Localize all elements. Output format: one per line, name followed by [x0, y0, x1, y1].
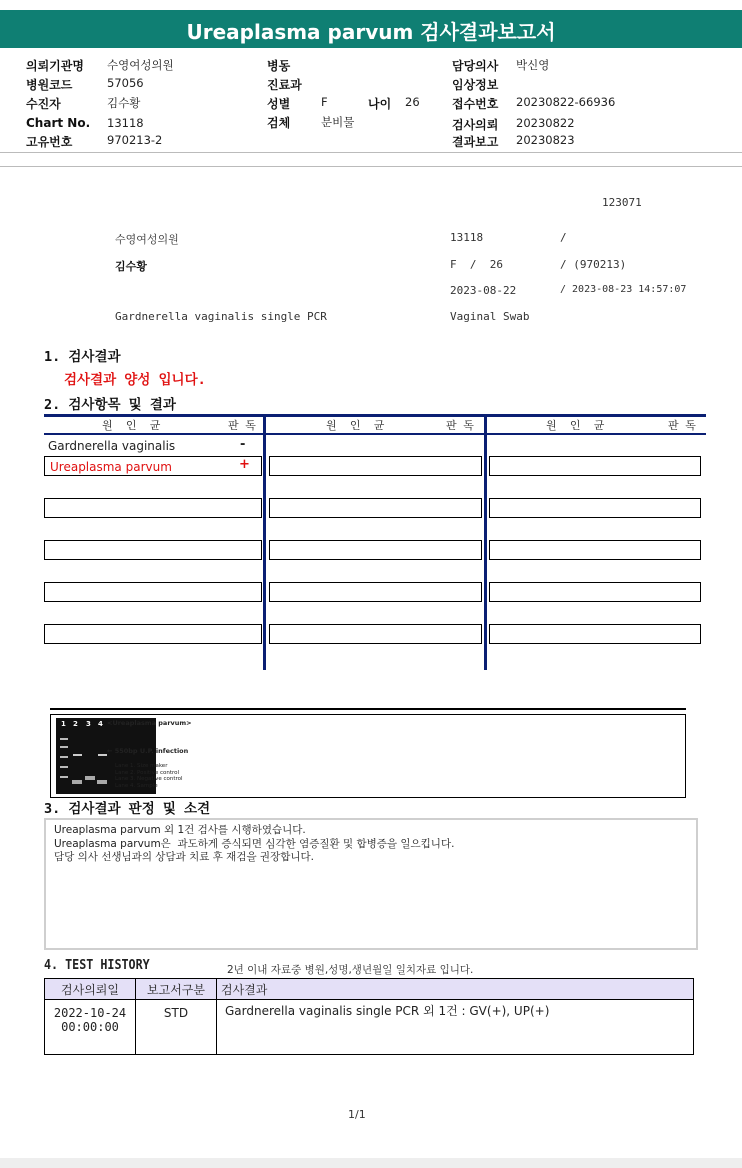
department-label: 진료과: [267, 78, 302, 92]
doctor-value: 박신영: [516, 58, 550, 72]
unique-no-label: 고유번호: [26, 135, 73, 149]
history-date-cell: [45, 1000, 136, 1055]
detail-date2: / 2023-08-23 14:57:07: [560, 284, 687, 295]
empty-result-cell: [489, 582, 701, 602]
history-result: Gardnerella vaginalis single PCR 외 1건 : GV(+), UP(+): [217, 1000, 694, 1055]
detail-name: 김수황: [115, 260, 147, 273]
gel-band: [73, 754, 82, 756]
request-date-label: 검사의뢰: [452, 118, 499, 132]
detail-slash: /: [560, 231, 567, 244]
unique-no-value: 970213-2: [107, 133, 163, 147]
gel-lane-label: 4: [98, 720, 103, 728]
opinion-line: Ureaplasma parvum은 과도하게 증식되면 심각한 염증질환 및 합병증을 일으킵니다.: [54, 837, 455, 850]
gel-band: [98, 754, 107, 756]
gel-panel: [50, 714, 686, 798]
specimen-value: 분비물: [321, 115, 355, 129]
gel-top-rule: [50, 708, 686, 710]
opinion-line: Ureaplasma parvum 외 1건 검사를 시행하였습니다.: [54, 824, 306, 836]
referring-clinic-value: 수영여성의원: [107, 58, 174, 72]
clinical-info-label: 임상정보: [452, 78, 499, 92]
request-date-value: 20230822: [516, 116, 575, 130]
gel-lane-label: 2: [73, 720, 78, 728]
history-col-result: 검사결과: [217, 979, 694, 1000]
empty-result-cell: [489, 624, 701, 644]
gel-title: <Ureaplasma parvum>: [107, 719, 192, 727]
empty-result-cell: [269, 582, 482, 602]
history-header-row: [45, 979, 694, 1000]
header-divider-top: [0, 152, 742, 153]
col-result-2: 판 독: [446, 419, 474, 432]
patient-value: 김수황: [107, 96, 141, 110]
ward-label: 병동: [267, 59, 291, 73]
gel-legend-item: Lane 4. Sample: [115, 782, 158, 789]
result-row-result: +: [239, 457, 250, 472]
detail-chart: 13118: [450, 231, 484, 244]
gel-legend-item: Lane 2. Positive control: [115, 769, 180, 776]
page-footer-band: [0, 1158, 742, 1168]
col-result-1: 판 독: [228, 419, 256, 432]
section1-heading: 1. 검사결과: [44, 349, 121, 365]
specimen-label: 검체: [267, 116, 291, 130]
col-pathogen-2: 원 인 균: [326, 419, 385, 432]
detail-sex-age: F / 26: [450, 258, 503, 271]
history-note: 2년 이내 자료중 병원,성명,생년월일 일치자료 입니다.: [227, 964, 474, 976]
age-label: 나이: [368, 97, 392, 111]
gel-legend-item: Lane 3. Negative control: [115, 776, 183, 782]
section2-heading: 2. 검사항목 및 결과: [44, 397, 176, 413]
detail-date1: 2023-08-22: [450, 284, 517, 297]
column-divider-1: [263, 414, 266, 670]
gel-band: [60, 746, 68, 748]
gel-marker-label: ← 550bp U.P. infection: [107, 747, 189, 755]
empty-result-cell: [489, 498, 701, 518]
hospital-code-label: 병원코드: [26, 78, 73, 92]
history-time: 00:00:00: [61, 1020, 119, 1034]
col-result-3: 판 독: [668, 419, 696, 432]
section4-heading: 4. TEST HISTORY: [44, 958, 150, 973]
empty-result-cell: [269, 624, 482, 644]
section3-heading: 3. 검사결과 판정 및 소견: [44, 801, 211, 817]
detail-birth: / (970213): [560, 258, 627, 271]
patient-label: 수진자: [26, 97, 61, 111]
gel-lane-label: 1: [61, 720, 66, 728]
doctor-label: 담당의사: [452, 59, 499, 73]
receipt-no-value: 20230822-66936: [516, 95, 616, 109]
history-table: [44, 978, 694, 1055]
result-row-pathogen: Gardnerella vaginalis: [48, 439, 176, 453]
gel-band: [85, 776, 95, 780]
empty-result-cell: [489, 540, 701, 560]
referring-clinic-label: 의뢰기관명: [26, 59, 84, 73]
table-row: [45, 1000, 694, 1055]
gel-legend: [115, 763, 183, 789]
gel-legend-item: Lane 1. Size maker: [115, 763, 168, 769]
report-date-value: 20230823: [516, 133, 575, 147]
empty-result-cell: [44, 540, 262, 560]
result-row-pathogen: Ureaplasma parvum: [50, 460, 172, 474]
hospital-code-value: 57056: [107, 76, 144, 90]
gel-band: [60, 776, 68, 778]
history-col-date: 검사의뢰일: [45, 979, 136, 1000]
sex-value: F: [321, 95, 328, 109]
gel-lane-label: 3: [86, 720, 91, 728]
sex-label: 성별: [267, 97, 291, 111]
empty-result-cell: [269, 498, 482, 518]
chart-no-value: 13118: [107, 116, 144, 130]
empty-result-cell: [489, 456, 701, 476]
report-title-bar: [0, 10, 742, 48]
header-divider-bottom: [0, 166, 742, 167]
section1-result: 검사결과 양성 입니다.: [64, 372, 206, 388]
empty-result-cell: [269, 540, 482, 560]
opinion-text: [54, 824, 454, 865]
page-number: 1/1: [348, 1108, 366, 1121]
empty-result-cell: [44, 498, 262, 518]
chart-no-label: Chart No.: [26, 116, 91, 130]
empty-result-cell: [44, 582, 262, 602]
opinion-line: 담당 의사 선생님과의 상담과 치료 후 재검을 권장합니다.: [54, 851, 314, 863]
col-pathogen-3: 원 인 균: [546, 419, 605, 432]
gel-band: [72, 780, 82, 784]
column-divider-2: [484, 414, 487, 670]
detail-specimen: Vaginal Swab: [450, 310, 530, 323]
detail-code: 123071: [602, 196, 642, 209]
detail-test-name: Gardnerella vaginalis single PCR: [115, 310, 327, 323]
result-row-result: -: [240, 437, 246, 452]
history-type: STD: [136, 1000, 217, 1055]
report-title: Ureaplasma parvum 검사결과보고서: [186, 20, 556, 44]
age-value: 26: [405, 95, 420, 109]
empty-result-cell: [44, 624, 262, 644]
gel-band: [97, 780, 107, 784]
grid-header-rule: [44, 433, 706, 435]
gel-band: [60, 738, 68, 740]
opinion-box: [44, 818, 698, 950]
gel-band: [60, 766, 68, 768]
history-col-type: 보고서구분: [136, 979, 217, 1000]
gel-band: [60, 756, 68, 758]
empty-result-cell: [269, 456, 482, 476]
history-date: 2022-10-24: [53, 1006, 127, 1020]
detail-clinic: 수영여성의원: [115, 233, 179, 246]
report-date-label: 결과보고: [452, 135, 499, 149]
receipt-no-label: 접수번호: [452, 97, 499, 111]
col-pathogen-1: 원 인 균: [102, 419, 161, 432]
